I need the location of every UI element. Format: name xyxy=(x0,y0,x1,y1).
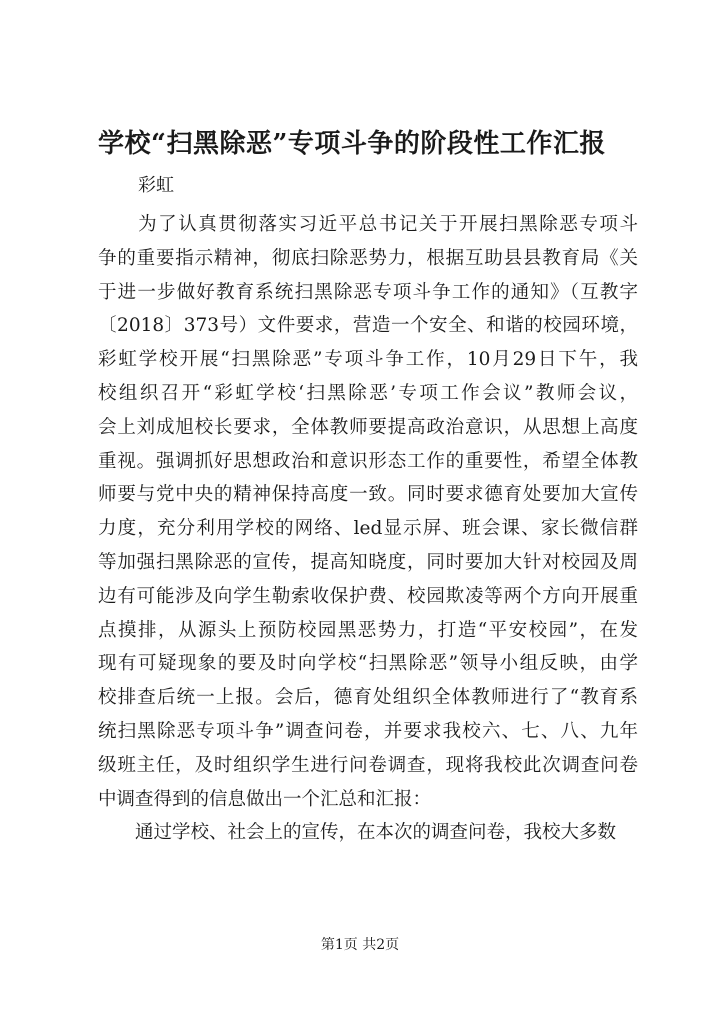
body-line: 统扫黑除恶专项斗争”调查问卷，并要求我校六、七、八、九年 xyxy=(98,720,638,742)
body-line: 〔2018〕373号）文件要求，营造一个安全、和谐的校园环境， xyxy=(98,315,638,337)
body-line: 通过学校、社会上的宣传，在本次的调查问卷，我校大多数 xyxy=(98,822,617,844)
body-line: 等加强扫黑除恶的宣传，提高知晓度，同时要加大针对校园及周 xyxy=(98,551,638,573)
body-line: 点摸排，从源头上预防校园黑恶势力，打造“平安校园”，在发 xyxy=(98,619,638,641)
body-line: 彩虹学校开展“扫黑除恶”专项斗争工作，10月29日下午，我 xyxy=(98,349,638,371)
body-line: 中调查得到的信息做出一个汇总和汇报： xyxy=(98,788,432,810)
body-line: 现有可疑现象的要及时向学校“扫黑除恶”领导小组反映，由学 xyxy=(98,653,638,675)
document-title: 学校“扫黑除恶”专项斗争的阶段性工作汇报 xyxy=(98,129,606,159)
document-body xyxy=(98,208,638,850)
body-line: 重视。强调抓好思想政治和意识形态工作的重要性，希望全体教 xyxy=(98,450,638,472)
body-line: 师要与党中央的精神保持高度一致。同时要求德育处要加大宣传 xyxy=(98,484,638,506)
body-line: 级班主任，及时组织学生进行问卷调查，现将我校此次调查问卷 xyxy=(98,754,638,776)
body-line: 力度，充分利用学校的网络、led显示屏、班会课、家长微信群 xyxy=(98,518,638,540)
author-name: 彩虹 xyxy=(138,175,174,196)
body-line: 校组织召开“彩虹学校‘扫黑除恶’专项工作会议”教师会议， xyxy=(98,382,638,404)
body-line: 为了认真贯彻落实习近平总书记关于开展扫黑除恶专项斗 xyxy=(98,214,638,235)
body-line: 边有可能涉及向学生勒索收保护费、校园欺凌等两个方向开展重 xyxy=(98,585,638,607)
body-line: 会上刘成旭校长要求，全体教师要提高政治意识，从思想上高度 xyxy=(98,416,638,438)
body-line: 校排查后统一上报。会后，德育处组织全体教师进行了“教育系 xyxy=(98,687,638,709)
body-line: 于进一步做好教育系统扫黑除恶专项斗争工作的通知》（互教字 xyxy=(98,281,638,303)
body-line: 争的重要指示精神，彻底扫除恶势力，根据互助县县教育局《关 xyxy=(98,247,638,269)
page-footer: 第1页 共2页 xyxy=(320,937,400,953)
